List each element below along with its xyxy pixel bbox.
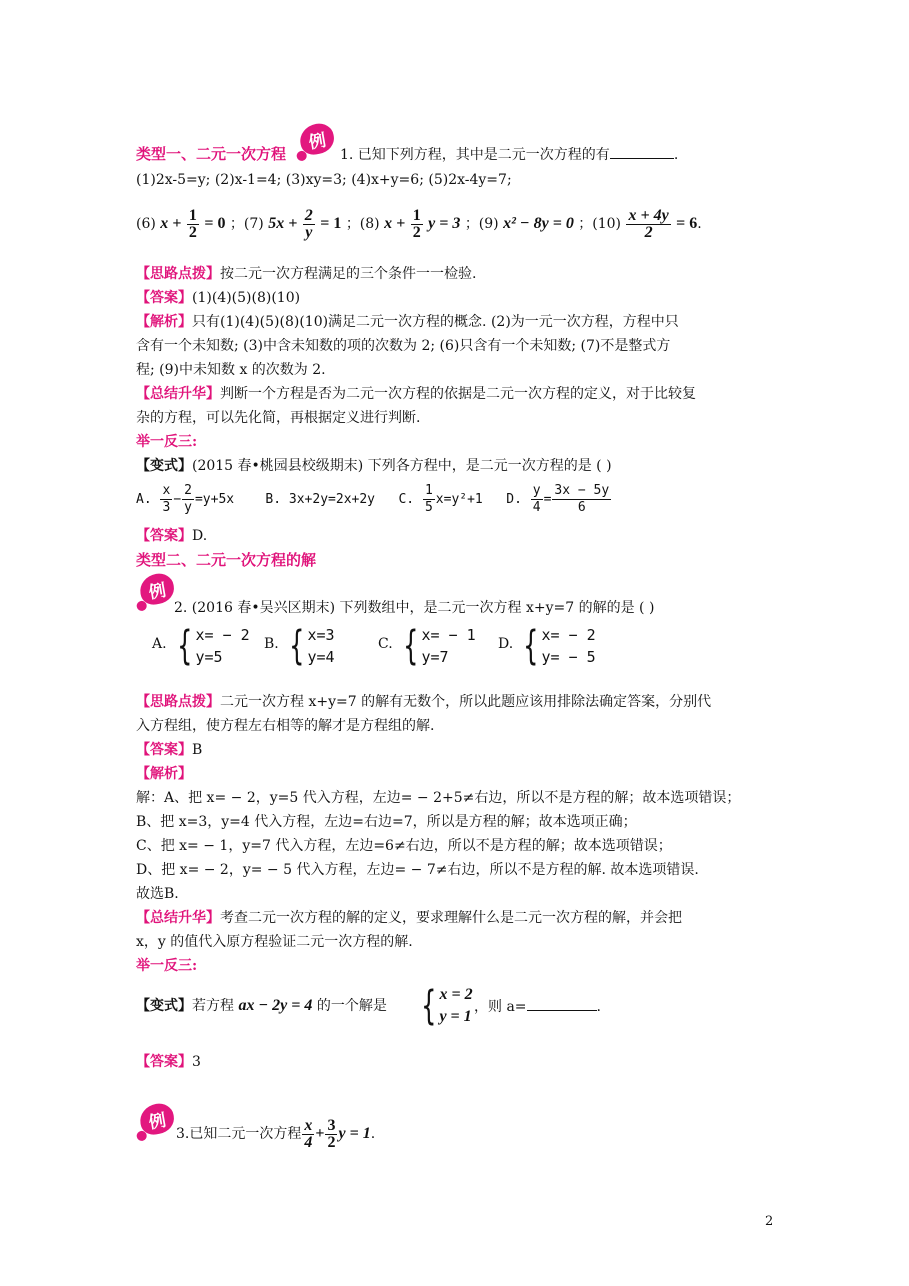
q2-variant-blank [527, 996, 597, 1011]
va-frac-1 [160, 483, 172, 516]
o10-rhs: = 6 [676, 215, 698, 232]
q3-frac-1 [302, 1118, 314, 1151]
q1-hint [136, 264, 476, 284]
o6-fraction [187, 208, 199, 241]
vd-d2: 6 [577, 500, 586, 515]
q1-analysis-text-1: 只有(1)(4)(5)(8)(10)满足二元一次方程的概念. (2)为一元一次方程，方程中只 [192, 314, 679, 330]
q2-d-y: y= − 5 [541, 648, 596, 666]
q2-option-a-label: A. [152, 636, 167, 652]
brace-icon: { [523, 623, 539, 669]
o9-equation: x² − 8y = 0 [503, 215, 574, 232]
vc-n: 1 [424, 483, 433, 498]
q2-answer-label: 【答案】 [136, 742, 192, 758]
q2-d-x: x= − 2 [541, 626, 596, 644]
q3-d1: 4 [304, 1133, 313, 1151]
o7-fraction [303, 208, 315, 241]
example-badge-icon: 例 [298, 121, 337, 156]
q2-solution-line-3: C、把 x= − 1，y=7 代入方程，左边=6≠右边，所以不是方程的解；故本选项错误； [136, 838, 672, 854]
q1-summary-line-1 [136, 384, 696, 404]
brace-icon: { [177, 623, 193, 669]
va-d2: y [184, 500, 192, 515]
vc-frac [423, 483, 435, 516]
q1-answer-blank [610, 144, 674, 159]
q2-variant-y: y = 1 [439, 1008, 472, 1025]
q2-solution-line-5: 故选B. [136, 886, 179, 902]
o6-lhs: x + [160, 215, 182, 232]
q1-stem-text: 1. 已知下列方程，其中是二元一次方程的有 [340, 147, 610, 163]
q2-c-x: x= − 1 [421, 626, 476, 644]
q3-rest: y = 1 [338, 1125, 371, 1142]
q2-stem: 2. (2016 春•吴兴区期末) 下列数组中，是二元一次方程 x+y=7 的解的是 ( ) [174, 600, 655, 616]
q2-variant-post: ，则 a= [474, 999, 527, 1015]
o6-den: 2 [188, 223, 197, 241]
o6-label: (6) [136, 216, 156, 232]
va-d1: 3 [162, 500, 171, 515]
q1-analysis-line-2: 含有一个未知数; (3)中含未知数的项的次数为 2; (6)只含有一个未知数; (7)不是整式方 [136, 338, 671, 354]
q3-plus: + [315, 1125, 325, 1142]
q3-stem [176, 1114, 375, 1154]
o6-rhs: = 0 [204, 215, 226, 232]
o10-label: ；(10) [578, 216, 622, 232]
section-heading-type-2: 类型二、二元一次方程的解 [136, 551, 317, 569]
q2-b-y: y=4 [307, 648, 335, 666]
vd-d1: 4 [532, 500, 541, 515]
o6-num: 1 [188, 206, 197, 224]
q1-variant-options [136, 480, 612, 520]
o7-lhs: 5x + [268, 215, 298, 232]
q2-summary-label: 【总结升华】 [136, 910, 220, 926]
q2-variant-answer-label: 【答案】 [136, 1054, 192, 1070]
o9-label: ；(9) [464, 216, 499, 232]
o7-rhs: = 1 [320, 215, 342, 232]
q1-variant-answer-text: D. [192, 528, 208, 544]
q1-hint-text: 按二元一次方程满足的三个条件一一检验. [220, 266, 477, 282]
section-heading-type-1: 类型一、二元一次方程 [136, 145, 287, 163]
q2-summary-line-2: x，y 的值代入原方程验证二元一次方程的解. [136, 934, 413, 950]
q2-hint-text-1: 二元一次方程 x+y=7 的解有无数个，所以此题应该用排除法确定答案，分别代 [220, 694, 712, 710]
q2-option-b-label: B. [264, 636, 279, 652]
example-badge-icon: 例 [138, 571, 177, 606]
vc-rest: x=y²+1 [435, 492, 483, 507]
o8-rhs: y = 3 [428, 215, 461, 232]
o10-num: x + 4y [628, 206, 669, 224]
q2-analysis-label: 【解析】 [136, 766, 192, 782]
vd-eq: = [543, 492, 552, 507]
q1-stem [340, 144, 678, 165]
q2-variant-pre: 若方程 [192, 998, 234, 1014]
q2-answer [136, 740, 202, 760]
q1-summary-label: 【总结升华】 [136, 386, 220, 402]
vd-frac-2 [552, 483, 611, 516]
q3-frac-2 [325, 1118, 337, 1151]
q1-variant-answer-label: 【答案】 [136, 528, 192, 544]
q2-summary-line-1 [136, 908, 682, 928]
q2-option-b [284, 624, 335, 668]
vd-frac-1 [531, 483, 543, 516]
q1-analysis-label: 【解析】 [136, 314, 192, 330]
q2-summary-text-1: 考查二元一次方程的解的定义，要求理解什么是二元一次方程的解，并会把 [220, 910, 682, 926]
q1-options-row-2 [136, 204, 702, 244]
vd-n2: 3x − 5y [554, 483, 610, 498]
q2-variant-tail [474, 996, 601, 1017]
page-number: 2 [765, 1214, 774, 1229]
q3-n2: 3 [327, 1116, 336, 1134]
variant-option-c [398, 483, 490, 515]
variant-option-b: B. 3x+2y=2x+2y [265, 492, 375, 507]
q2-hint-line-1 [136, 692, 711, 712]
vc-d: 5 [424, 500, 433, 515]
q1-variant [136, 456, 612, 476]
q1-analysis-line-3: 程; (9)中未知数 x 的次数为 2. [136, 362, 326, 378]
q2-solution-line-1: 解：A、把 x= − 2，y=5 代入方程，左边= − 2+5≠右边，所以不是方程的解；故本选项错误； [136, 790, 741, 806]
q1-variant-label: 【变式】 [136, 458, 192, 474]
o8-den: 2 [412, 223, 421, 241]
q1-summary-line-2: 杂的方程，可以先化简，再根据定义进行判断. [136, 410, 421, 426]
o10-den: 2 [644, 223, 653, 241]
q2-practice-heading: 举一反三: [136, 958, 198, 974]
o8-num: 1 [412, 206, 421, 224]
q2-variant-answer-text: 3 [192, 1054, 201, 1070]
q2-variant-x: x = 2 [439, 986, 473, 1003]
vd-label: D. [506, 492, 522, 507]
o10-fraction [626, 208, 670, 241]
vc-label: C. [398, 492, 415, 507]
o7-den: y [305, 223, 313, 241]
q1-analysis-line-1 [136, 312, 679, 332]
q2-answer-text: B [192, 742, 203, 758]
q2-solution-line-4: D、把 x= − 2，y= − 5 代入方程，左边= − 7≠右边，所以不是方程的解. 故本选项错误. [136, 862, 699, 878]
q2-variant-label: 【变式】 [136, 998, 192, 1014]
variant-option-d [506, 483, 612, 515]
q1-hint-label: 【思路点拨】 [136, 266, 220, 282]
o7-label: ；(7) [229, 216, 264, 232]
q1-answer-label: 【答案】 [136, 290, 192, 306]
q2-option-d [518, 624, 596, 668]
q2-variant-answer [136, 1052, 201, 1072]
q1-answer [136, 288, 300, 308]
q1-stem-end: . [673, 147, 679, 163]
o8-label: ；(8) [345, 216, 380, 232]
q2-variant-mid: 的一个解是 [316, 998, 387, 1014]
q2-option-a [172, 624, 250, 668]
q2-b-x: x=3 [307, 626, 335, 644]
q3-n1: x [304, 1116, 313, 1134]
q2-option-c-label: C. [378, 636, 393, 652]
q1-variant-answer [136, 526, 207, 546]
va-n1: x [162, 483, 171, 498]
q2-hint-line-2: 入方程组，使方程左右相等的解才是方程组的解. [136, 718, 435, 734]
q3-end: . [370, 1126, 376, 1142]
brace-icon: { [403, 623, 419, 669]
q1-summary-text-1: 判断一个方程是否为二元一次方程的依据是二元一次方程的定义，对于比较复 [220, 386, 696, 402]
q1-options-row-1: (1)2x-5=y; (2)x-1=4; (3)xy=3; (4)x+y=6; (5)2x-4y=7; [136, 172, 512, 188]
va-label: A. [136, 492, 152, 507]
va-minus: − [173, 492, 182, 507]
q3-stem-pre: 3.已知二元一次方程 [176, 1126, 302, 1142]
q2-a-y: y=5 [195, 648, 223, 666]
brace-icon: { [421, 983, 437, 1029]
q2-option-d-label: D. [498, 636, 514, 652]
va-frac-2 [182, 483, 194, 516]
q1-answer-text: (1)(4)(5)(8)(10) [192, 290, 301, 306]
o8-lhs: x + [384, 215, 406, 232]
q2-solution-line-2: B、把 x=3，y=4 代入方程，左边=右边=7，所以是方程的解；故本选项正确； [136, 814, 637, 830]
vd-n1: y [532, 483, 541, 498]
va-rest: =y+5x [194, 492, 235, 507]
q2-option-c [398, 624, 476, 668]
q2-a-x: x= − 2 [195, 626, 250, 644]
q1-variant-text: (2015 春•桃园县校级期末) 下列各方程中，是二元一次方程的是 ( ) [192, 458, 612, 474]
q2-variant-equation: ax − 2y = 4 [238, 997, 313, 1014]
q2-variant-system [416, 984, 473, 1028]
o8-fraction [411, 208, 423, 241]
q2-variant-end: . [596, 999, 601, 1015]
q2-variant [136, 996, 387, 1016]
example-badge-icon: 例 [138, 1101, 177, 1136]
q3-d2: 2 [327, 1133, 336, 1151]
q2-c-y: y=7 [421, 648, 449, 666]
variant-option-a [136, 483, 242, 515]
o10-end: . [697, 216, 702, 232]
brace-icon: { [289, 623, 305, 669]
q2-hint-label: 【思路点拨】 [136, 694, 220, 710]
va-n2: 2 [184, 483, 192, 498]
q1-practice-heading: 举一反三: [136, 434, 198, 450]
o7-num: 2 [304, 206, 313, 224]
